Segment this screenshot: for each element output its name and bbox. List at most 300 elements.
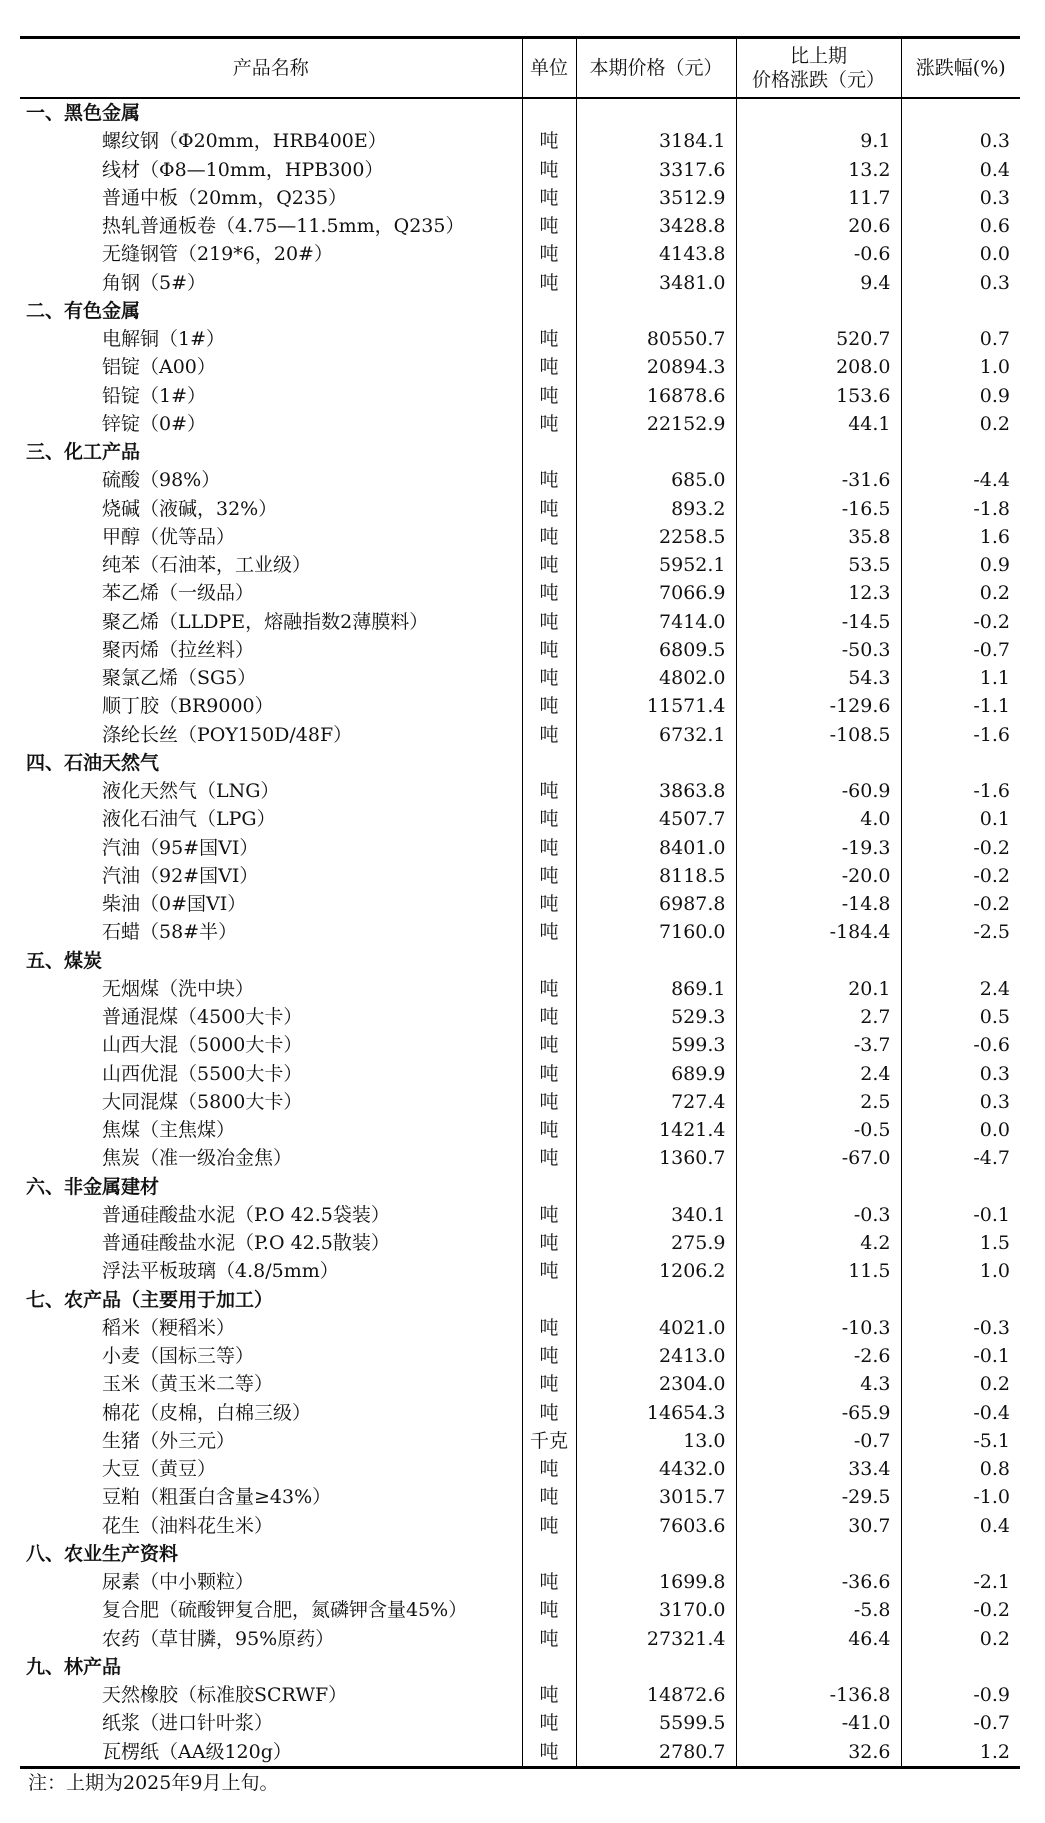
category-row (20, 297, 1020, 325)
price-cell: 4432.0 (576, 1455, 736, 1483)
price-cell: 275.9 (576, 1229, 736, 1257)
unit-cell: 吨 (522, 777, 576, 805)
unit-cell: 吨 (522, 1370, 576, 1398)
price-cell (576, 438, 736, 466)
percent-cell (901, 297, 1020, 325)
product-name: 棉花（皮棉，白棉三级） (102, 1401, 312, 1424)
table-row (20, 523, 1020, 551)
table-row (20, 410, 1020, 438)
unit-cell: 吨 (522, 636, 576, 664)
table-row (20, 636, 1020, 664)
percent-cell: -1.1 (901, 692, 1020, 720)
unit-cell (522, 1653, 576, 1681)
percent-cell (901, 947, 1020, 975)
product-name: 顺丁胶（BR9000） (102, 695, 274, 718)
category-row (20, 438, 1020, 466)
product-name: 铝锭（A00） (102, 356, 216, 379)
change-cell: -5.8 (736, 1596, 901, 1624)
unit-cell (522, 98, 576, 127)
unit-cell: 吨 (522, 608, 576, 636)
table-row (20, 975, 1020, 1003)
unit-cell: 吨 (522, 382, 576, 410)
unit-cell: 吨 (522, 1060, 576, 1088)
change-cell: 46.4 (736, 1625, 901, 1653)
table-row (20, 212, 1020, 240)
price-cell: 7160.0 (576, 918, 736, 946)
price-cell: 27321.4 (576, 1625, 736, 1653)
table-row (20, 1709, 1020, 1737)
table-row (20, 777, 1020, 805)
change-cell: -14.8 (736, 890, 901, 918)
change-cell: 4.2 (736, 1229, 901, 1257)
change-cell (736, 297, 901, 325)
unit-cell: 吨 (522, 1257, 576, 1285)
unit-cell: 吨 (522, 410, 576, 438)
percent-cell: 0.3 (901, 269, 1020, 297)
unit-cell: 吨 (522, 1625, 576, 1653)
change-cell: -0.3 (736, 1201, 901, 1229)
product-name: 普通硅酸盐水泥（P.O 42.5袋装） (102, 1203, 390, 1226)
change-cell: -41.0 (736, 1709, 901, 1737)
product-name: 大同混煤（5800大卡） (102, 1090, 303, 1113)
price-cell: 5599.5 (576, 1709, 736, 1737)
header-price-change-line2: 价格涨跌（元） (751, 69, 885, 91)
unit-cell (522, 1286, 576, 1314)
unit-cell: 吨 (522, 1003, 576, 1031)
percent-cell (901, 1653, 1020, 1681)
category-name: 四、石油天然气 (26, 751, 160, 774)
product-name: 聚氯乙烯（SG5） (102, 667, 257, 690)
change-cell: 4.3 (736, 1370, 901, 1398)
product-name: 普通中板（20mm，Q235） (102, 186, 348, 209)
percent-cell: -5.1 (901, 1427, 1020, 1455)
header-product-name: 产品名称 (20, 38, 522, 99)
product-name: 无烟煤（洗中块） (102, 977, 255, 1000)
category-name: 五、煤炭 (26, 949, 103, 972)
price-cell (576, 1173, 736, 1201)
product-name: 线材（Φ8—10mm，HPB300） (102, 158, 384, 181)
product-name: 苯乙烯（一级品） (102, 582, 255, 605)
product-name: 柴油（0#国VI） (102, 893, 247, 916)
percent-cell: -0.2 (901, 1596, 1020, 1624)
change-cell: -31.6 (736, 466, 901, 494)
change-cell: 9.4 (736, 269, 901, 297)
price-cell: 3015.7 (576, 1483, 736, 1511)
percent-cell: -4.4 (901, 466, 1020, 494)
table-row (20, 579, 1020, 607)
percent-cell: 0.0 (901, 1116, 1020, 1144)
category-name: 二、有色金属 (26, 299, 141, 322)
price-cell: 6987.8 (576, 890, 736, 918)
product-name: 尿素（中小颗粒） (102, 1571, 255, 1594)
product-name: 复合肥（硫酸钾复合肥，氮磷钾含量45%） (102, 1599, 468, 1622)
change-cell: 11.7 (736, 184, 901, 212)
product-name: 农药（草甘膦，95%原药） (102, 1627, 335, 1650)
price-table (20, 36, 1020, 1769)
price-cell: 7414.0 (576, 608, 736, 636)
change-cell: 153.6 (736, 382, 901, 410)
percent-cell: 1.5 (901, 1229, 1020, 1257)
price-cell: 8401.0 (576, 834, 736, 862)
price-cell: 3428.8 (576, 212, 736, 240)
unit-cell: 吨 (522, 721, 576, 749)
unit-cell (522, 297, 576, 325)
change-cell: -184.4 (736, 918, 901, 946)
table-row (20, 1370, 1020, 1398)
percent-cell (901, 1286, 1020, 1314)
unit-cell: 吨 (522, 579, 576, 607)
table-row (20, 1144, 1020, 1172)
product-name: 大豆（黄豆） (102, 1458, 217, 1481)
table-row (20, 127, 1020, 155)
change-cell: -108.5 (736, 721, 901, 749)
change-cell (736, 1653, 901, 1681)
category-name: 三、化工产品 (26, 441, 141, 464)
unit-cell: 吨 (522, 466, 576, 494)
product-name: 甲醇（优等品） (102, 525, 236, 548)
price-cell: 2304.0 (576, 1370, 736, 1398)
price-cell: 22152.9 (576, 410, 736, 438)
change-cell: 4.0 (736, 805, 901, 833)
product-name: 普通硅酸盐水泥（P.O 42.5散装） (102, 1232, 390, 1255)
percent-cell: 0.2 (901, 410, 1020, 438)
price-cell: 11571.4 (576, 692, 736, 720)
table-row (20, 918, 1020, 946)
price-cell: 3184.1 (576, 127, 736, 155)
table-row (20, 834, 1020, 862)
product-name: 小麦（国标三等） (102, 1345, 255, 1368)
table-row (20, 1342, 1020, 1370)
change-cell (736, 749, 901, 777)
price-cell: 8118.5 (576, 862, 736, 890)
price-cell: 1360.7 (576, 1144, 736, 1172)
percent-cell: -0.7 (901, 636, 1020, 664)
unit-cell: 吨 (522, 1088, 576, 1116)
unit-cell: 吨 (522, 862, 576, 890)
unit-cell: 吨 (522, 1455, 576, 1483)
price-cell: 6732.1 (576, 721, 736, 749)
table-row (20, 1483, 1020, 1511)
percent-cell: 0.3 (901, 1060, 1020, 1088)
price-cell (576, 749, 736, 777)
price-cell: 16878.6 (576, 382, 736, 410)
product-name: 聚乙烯（LLDPE，熔融指数2薄膜料） (102, 610, 429, 633)
unit-cell: 吨 (522, 1709, 576, 1737)
price-cell: 6809.5 (576, 636, 736, 664)
change-cell: -14.5 (736, 608, 901, 636)
change-cell: 20.1 (736, 975, 901, 1003)
product-name: 纯苯（石油苯，工业级） (102, 554, 312, 577)
price-cell: 685.0 (576, 466, 736, 494)
table-row (20, 156, 1020, 184)
unit-cell (522, 947, 576, 975)
price-cell: 4507.7 (576, 805, 736, 833)
percent-cell: -0.1 (901, 1342, 1020, 1370)
category-row (20, 1540, 1020, 1568)
unit-cell: 吨 (522, 890, 576, 918)
unit-cell: 千克 (522, 1427, 576, 1455)
product-name: 浮法平板玻璃（4.8/5mm） (102, 1260, 339, 1283)
change-cell: 30.7 (736, 1512, 901, 1540)
change-cell: -20.0 (736, 862, 901, 890)
table-row (20, 325, 1020, 353)
percent-cell: 0.5 (901, 1003, 1020, 1031)
price-cell: 3481.0 (576, 269, 736, 297)
change-cell: 20.6 (736, 212, 901, 240)
table-row (20, 890, 1020, 918)
change-cell: 2.7 (736, 1003, 901, 1031)
header-change-percent: 涨跌幅(%) (901, 38, 1020, 99)
percent-cell: 0.0 (901, 240, 1020, 268)
price-cell: 1699.8 (576, 1568, 736, 1596)
product-name: 生猪（外三元） (102, 1429, 236, 1452)
price-cell: 3170.0 (576, 1596, 736, 1624)
percent-cell: 0.2 (901, 579, 1020, 607)
change-cell (736, 1173, 901, 1201)
percent-cell: 0.4 (901, 156, 1020, 184)
change-cell: 32.6 (736, 1738, 901, 1768)
category-name: 一、黑色金属 (26, 102, 141, 125)
price-cell: 4802.0 (576, 664, 736, 692)
unit-cell: 吨 (522, 523, 576, 551)
table-row (20, 1116, 1020, 1144)
unit-cell: 吨 (522, 1342, 576, 1370)
price-cell: 529.3 (576, 1003, 736, 1031)
percent-cell: -0.7 (901, 1709, 1020, 1737)
price-cell (576, 1653, 736, 1681)
unit-cell: 吨 (522, 269, 576, 297)
change-cell (736, 947, 901, 975)
category-name: 八、农业生产资料 (26, 1542, 179, 1565)
percent-cell: 1.2 (901, 1738, 1020, 1768)
unit-cell: 吨 (522, 1568, 576, 1596)
unit-cell: 吨 (522, 1201, 576, 1229)
unit-cell: 吨 (522, 1596, 576, 1624)
table-row (20, 721, 1020, 749)
unit-cell: 吨 (522, 127, 576, 155)
unit-cell: 吨 (522, 1314, 576, 1342)
price-cell: 4143.8 (576, 240, 736, 268)
price-cell: 1421.4 (576, 1116, 736, 1144)
unit-cell: 吨 (522, 240, 576, 268)
price-cell: 5952.1 (576, 551, 736, 579)
percent-cell: 1.6 (901, 523, 1020, 551)
table-row (20, 608, 1020, 636)
change-cell: 208.0 (736, 353, 901, 381)
change-cell: 53.5 (736, 551, 901, 579)
table-row (20, 1455, 1020, 1483)
table-row (20, 269, 1020, 297)
percent-cell: -0.9 (901, 1681, 1020, 1709)
unit-cell: 吨 (522, 212, 576, 240)
price-cell: 599.3 (576, 1031, 736, 1059)
table-row (20, 1229, 1020, 1257)
change-cell: 35.8 (736, 523, 901, 551)
change-cell: -65.9 (736, 1399, 901, 1427)
unit-cell: 吨 (522, 156, 576, 184)
change-cell: 9.1 (736, 127, 901, 155)
percent-cell: 0.1 (901, 805, 1020, 833)
change-cell: -3.7 (736, 1031, 901, 1059)
percent-cell: -0.2 (901, 862, 1020, 890)
table-row (20, 1031, 1020, 1059)
price-cell: 80550.7 (576, 325, 736, 353)
change-cell: -16.5 (736, 495, 901, 523)
percent-cell: 1.0 (901, 1257, 1020, 1285)
category-row (20, 749, 1020, 777)
unit-cell: 吨 (522, 551, 576, 579)
table-row (20, 1314, 1020, 1342)
price-table-container (20, 36, 1020, 1769)
table-header (20, 38, 1020, 99)
category-row (20, 1173, 1020, 1201)
table-row (20, 1681, 1020, 1709)
table-row (20, 1257, 1020, 1285)
table-row (20, 1427, 1020, 1455)
change-cell (736, 1540, 901, 1568)
change-cell: -2.6 (736, 1342, 901, 1370)
percent-cell: -0.4 (901, 1399, 1020, 1427)
percent-cell: -2.1 (901, 1568, 1020, 1596)
unit-cell: 吨 (522, 1681, 576, 1709)
change-cell: -0.7 (736, 1427, 901, 1455)
product-name: 普通混煤（4500大卡） (102, 1006, 303, 1029)
unit-cell: 吨 (522, 1399, 576, 1427)
header-current-price: 本期价格（元） (576, 38, 736, 99)
price-cell: 7603.6 (576, 1512, 736, 1540)
percent-cell: 0.4 (901, 1512, 1020, 1540)
price-cell: 4021.0 (576, 1314, 736, 1342)
unit-cell: 吨 (522, 664, 576, 692)
product-name: 热轧普通板卷（4.75—11.5mm，Q235） (102, 215, 465, 238)
unit-cell (522, 1173, 576, 1201)
change-cell: 12.3 (736, 579, 901, 607)
price-cell: 13.0 (576, 1427, 736, 1455)
product-name: 角钢（5#） (102, 271, 207, 294)
table-row (20, 1003, 1020, 1031)
percent-cell: -1.6 (901, 777, 1020, 805)
percent-cell: -1.8 (901, 495, 1020, 523)
category-name: 六、非金属建材 (26, 1175, 160, 1198)
product-name: 焦煤（主焦煤） (102, 1119, 236, 1142)
change-cell: 33.4 (736, 1455, 901, 1483)
percent-cell (901, 1540, 1020, 1568)
change-cell: -67.0 (736, 1144, 901, 1172)
footnote: 注：上期为2025年9月上旬。 (28, 1772, 279, 1794)
price-cell (576, 1540, 736, 1568)
product-name: 烧碱（液碱，32%） (102, 497, 278, 520)
unit-cell: 吨 (522, 1512, 576, 1540)
percent-cell (901, 438, 1020, 466)
table-row (20, 551, 1020, 579)
unit-cell: 吨 (522, 918, 576, 946)
product-name: 豆粕（粗蛋白含量≥43%） (102, 1486, 332, 1509)
unit-cell: 吨 (522, 353, 576, 381)
product-name: 石蜡（58#半） (102, 921, 238, 944)
header-price-change-line1: 比上期 (789, 45, 847, 67)
table-row (20, 240, 1020, 268)
unit-cell: 吨 (522, 1144, 576, 1172)
change-cell: 520.7 (736, 325, 901, 353)
price-cell (576, 98, 736, 127)
price-cell: 2780.7 (576, 1738, 736, 1768)
table-row (20, 1201, 1020, 1229)
product-name: 纸浆（进口针叶浆） (102, 1712, 274, 1735)
table-body (20, 98, 1020, 1767)
unit-cell (522, 749, 576, 777)
price-cell: 869.1 (576, 975, 736, 1003)
percent-cell (901, 749, 1020, 777)
percent-cell: -1.0 (901, 1483, 1020, 1511)
percent-cell: 0.2 (901, 1625, 1020, 1653)
percent-cell: -4.7 (901, 1144, 1020, 1172)
category-name: 九、林产品 (26, 1655, 122, 1678)
price-cell: 2258.5 (576, 523, 736, 551)
percent-cell: 0.7 (901, 325, 1020, 353)
percent-cell: -0.2 (901, 890, 1020, 918)
price-cell: 3512.9 (576, 184, 736, 212)
price-cell: 3317.6 (576, 156, 736, 184)
change-cell: 11.5 (736, 1257, 901, 1285)
product-name: 锌锭（0#） (102, 412, 207, 435)
percent-cell: -0.2 (901, 834, 1020, 862)
table-row (20, 862, 1020, 890)
change-cell (736, 98, 901, 127)
percent-cell: 0.6 (901, 212, 1020, 240)
price-cell: 20894.3 (576, 353, 736, 381)
change-cell: 2.5 (736, 1088, 901, 1116)
table-row (20, 495, 1020, 523)
percent-cell: 0.3 (901, 127, 1020, 155)
change-cell: 54.3 (736, 664, 901, 692)
price-cell: 689.9 (576, 1060, 736, 1088)
unit-cell: 吨 (522, 692, 576, 720)
table-row (20, 1738, 1020, 1768)
product-name: 电解铜（1#） (102, 328, 226, 351)
change-cell: -50.3 (736, 636, 901, 664)
table-row (20, 353, 1020, 381)
change-cell: -60.9 (736, 777, 901, 805)
price-cell: 2413.0 (576, 1342, 736, 1370)
product-name: 螺纹钢（Φ20mm，HRB400E） (102, 130, 387, 153)
product-name: 液化石油气（LPG） (102, 808, 276, 831)
category-row (20, 98, 1020, 127)
table-row (20, 1512, 1020, 1540)
change-cell: -10.3 (736, 1314, 901, 1342)
change-cell: -19.3 (736, 834, 901, 862)
product-name: 汽油（92#国VI） (102, 864, 259, 887)
product-name: 无缝钢管（219*6，20#） (102, 243, 333, 266)
percent-cell: 0.3 (901, 1088, 1020, 1116)
product-name: 铅锭（1#） (102, 384, 207, 407)
table-row (20, 692, 1020, 720)
product-name: 聚丙烯（拉丝料） (102, 638, 255, 661)
unit-cell: 吨 (522, 1116, 576, 1144)
price-cell: 1206.2 (576, 1257, 736, 1285)
table-row (20, 466, 1020, 494)
price-cell: 727.4 (576, 1088, 736, 1116)
price-cell: 340.1 (576, 1201, 736, 1229)
product-name: 涤纶长丝（POY150D/48F） (102, 723, 353, 746)
price-cell (576, 947, 736, 975)
table-row (20, 184, 1020, 212)
table-row (20, 382, 1020, 410)
product-name: 硫酸（98%） (102, 469, 221, 492)
change-cell (736, 438, 901, 466)
unit-cell: 吨 (522, 1483, 576, 1511)
unit-cell: 吨 (522, 975, 576, 1003)
table-row (20, 1568, 1020, 1596)
